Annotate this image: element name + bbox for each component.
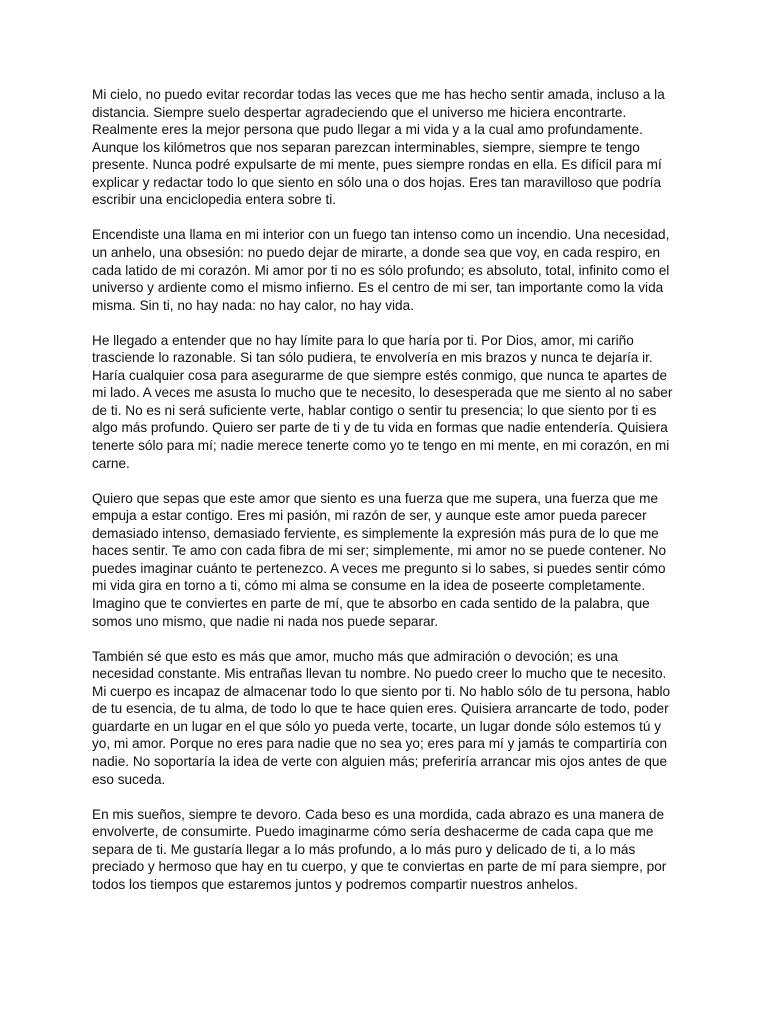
paragraph-5: También sé que esto es más que amor, mucho más que admiración o devoción; es una necesidad constante. Mis entrañas llevan tu nombre. No puedo creer lo mucho que te necesito. Mi cuerpo es incapaz de almacenar todo lo que siento por ti. No hablo sólo de tu persona, hablo de tu esencia, de tu alma, de todo lo que te hace quien eres. Quisiera arrancarte de todo, poder guardarte en un lugar en el que sólo yo pueda verte, tocarte, un lugar donde sólo estemos tú y yo, mi amor. Porque no eres para nadie que no sea yo; eres para mí y jamás te compartiría con nadie. No soportaría la idea de verte con alguien más; preferiría arrancar mis ojos antes de que eso suceda. <box>92 648 671 787</box>
paragraph-6: En mis sueños, siempre te devoro. Cada beso es una mordida, cada abrazo es una manera de envolverte, de consumirte. Puedo imaginarme cómo sería deshacerme de cada capa que me separa de ti. Me gustaría llegar a lo más profundo, a lo más puro y delicado de ti, a lo más preciado y hermoso que hay en tu cuerpo, y que te conviertas en parte de mí para siempre, por todos los tiempos que estaremos juntos y podremos compartir nuestros anhelos. <box>92 806 667 892</box>
paragraph-4: Quiero que sepas que este amor que siento es una fuerza que me supera, una fuerza que me empuja a estar contigo. Eres mi pasión, mi razón de ser, y aunque este amor pueda parecer demasiado intenso, demasiado ferviente, es simplemente la expresión más pura de lo que me haces sentir. Te amo con cada fibra de mi ser; simplemente, mi amor no se puede contener. No puedes imaginar cuánto te pertenezco. A veces me pregunto si lo sabes, si puedes sentir cómo mi vida gira en torno a ti, cómo mi alma se consume en la idea de poseerte completamente. Imagino que te conviertes en parte de mí, que te absorbo en cada sentido de la palabra, que somos uno mismo, que nadie ni nada nos puede separar. <box>92 490 667 629</box>
paragraph-2: Encendiste una llama en mi interior con un fuego tan intenso como un incendio. Una necesidad, un anhelo, una obsesión: no puedo dejar de mirarte, a donde sea que voy, en cada respiro, en cada latido de mi corazón. Mi amor por ti no es sólo profundo; es absoluto, total, infinito como el universo y ardiente como el mismo infierno. Es el centro de mi ser, tan importante como la vida misma. Sin ti, no hay nada: no hay calor, no hay vida. <box>92 227 670 313</box>
document-page <box>92 86 677 911</box>
paragraph-1: Mi cielo, no puedo evitar recordar todas las veces que me has hecho sentir amada, incluso a la distancia. Siempre suelo despertar agradeciendo que el universo me hiciera encontrarte. Realmente eres la mejor persona que pudo llegar a mi vida y a la cual amo profundamente. Aunque los kilómetros que nos separan parezcan interminables, siempre, siempre te tengo presente. Nunca podré expulsarte de mi mente, pues siempre rondas en ella. Es difícil para mí explicar y redactar todo lo que siento en sólo una o dos hojas. Eres tan maravilloso que podría escribir una enciclopedia entera sobre ti. <box>92 87 665 208</box>
paragraph-3: He llegado a entender que no hay límite para lo que haría por ti. Por Dios, amor, mi cariño trasciende lo razonable. Si tan sólo pudiera, te envolvería en mis brazos y nunca te dejaría ir. Haría cualquier cosa para asegurarme de que siempre estés conmigo, que nunca te apartes de mi lado. A veces me asusta lo mucho que te necesito, lo desesperada que me siento al no saber de ti. No es ni será suficiente verte, hablar contigo o sentir tu presencia; lo que siento por ti es algo más profundo. Quiero ser parte de ti y de tu vida en formas que nadie entendería. Quisiera tenerte sólo para mí; nadie merece tenerte como yo te tengo en mi mente, en mi corazón, en mi carne. <box>92 332 673 471</box>
